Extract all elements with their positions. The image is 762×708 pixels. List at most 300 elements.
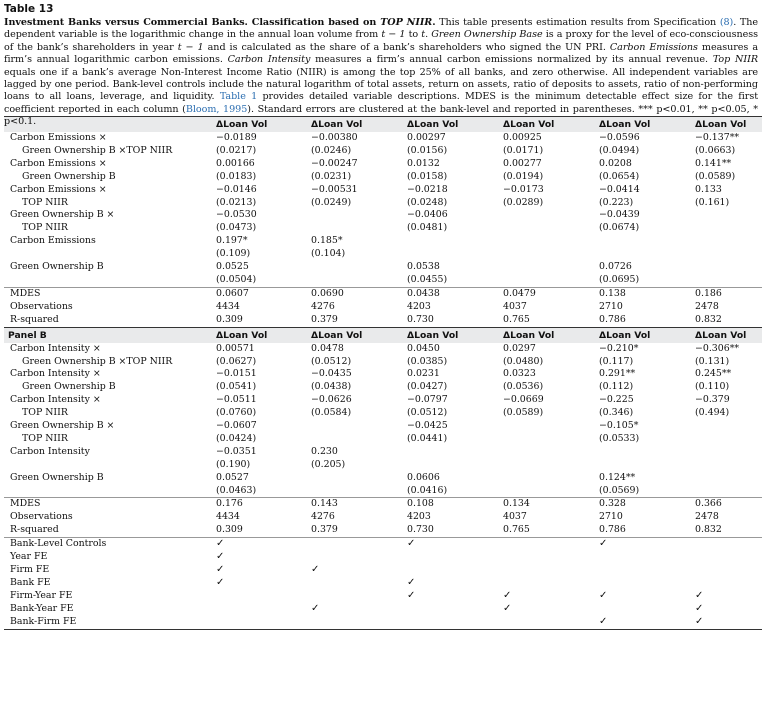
check-mark	[311, 590, 407, 603]
standard-error: (0.131)	[695, 355, 730, 367]
check-mark: ✓	[311, 602, 320, 614]
stat-value: 0.143	[311, 498, 407, 511]
variable-label: Carbon Intensity	[10, 445, 90, 457]
column-header: ΔLoan Vol	[695, 117, 762, 133]
check-mark	[503, 616, 599, 629]
standard-error	[503, 433, 599, 446]
check-mark	[503, 577, 599, 590]
se-row	[4, 222, 762, 235]
caption-title-italic: TOP NIIR	[380, 17, 433, 28]
bloom-link[interactable]: Bloom, 1995	[185, 103, 248, 115]
standard-error: (0.117)	[599, 355, 634, 367]
standard-error: (0.0249)	[311, 196, 352, 208]
standard-error: (0.0654)	[599, 170, 640, 182]
standard-error: (0.0455)	[407, 273, 448, 285]
coefficient	[695, 446, 762, 459]
standard-error: (0.0541)	[216, 381, 257, 393]
panel-label: Panel B	[4, 327, 216, 343]
coefficient: 0.230	[311, 445, 338, 457]
caption-text: measures a firm’s annual logarithmic carbon emissions.	[4, 41, 758, 66]
column-header: ΔLoan Vol	[311, 117, 407, 133]
standard-error	[695, 433, 762, 446]
column-header: ΔLoan Vol	[695, 327, 762, 343]
coefficient	[695, 472, 762, 485]
check-mark	[407, 616, 503, 629]
standard-error: (0.0663)	[695, 144, 736, 156]
standard-error	[599, 248, 695, 261]
coefficient: −0.225	[599, 394, 634, 406]
control-label: Bank-Year FE	[10, 602, 74, 614]
stat-value: 2478	[695, 511, 719, 523]
coefficient: 0.291**	[599, 368, 636, 380]
coefficient: −0.0146	[216, 183, 257, 195]
stat-value: 4434	[216, 300, 240, 312]
coefficient: 0.133	[695, 183, 722, 195]
check-mark	[599, 603, 695, 616]
stat-row	[4, 301, 762, 314]
coefficient: 0.124**	[599, 471, 636, 483]
coefficient: −0.0151	[216, 368, 257, 380]
check-mark	[311, 538, 407, 551]
stat-value: 0.730	[407, 524, 434, 536]
column-header-row	[4, 327, 762, 343]
coefficient: −0.00380	[311, 132, 358, 143]
coefficient: −0.0439	[599, 209, 640, 221]
standard-error: (0.112)	[599, 381, 634, 393]
coefficient: 0.0726	[599, 261, 632, 273]
control-label: Bank-Firm FE	[4, 616, 216, 629]
check-mark: ✓	[216, 551, 225, 563]
standard-error: (0.0627)	[216, 355, 257, 367]
check-mark	[216, 616, 311, 629]
caption-text: .	[425, 29, 432, 41]
standard-error: (0.0584)	[311, 407, 352, 419]
check-mark	[407, 564, 503, 577]
coef-row	[4, 420, 762, 433]
caption-title: Investment Banks versus Commercial Banks. Classification based on	[4, 17, 381, 28]
standard-error	[503, 248, 599, 261]
coefficient: 0.00925	[503, 132, 542, 143]
standard-error: (0.0158)	[407, 170, 448, 182]
standard-error: (0.0512)	[407, 407, 448, 419]
coefficient	[503, 446, 599, 459]
standard-error: (0.0695)	[599, 273, 640, 285]
column-header: ΔLoan Vol	[503, 117, 599, 133]
check-mark: ✓	[503, 602, 512, 614]
caption-math: t − 1	[381, 29, 406, 41]
coef-row	[4, 158, 762, 171]
variable-label-cont: TOP NIIR	[22, 196, 68, 208]
coefficient: 0.0231	[407, 368, 440, 380]
caption-italic: Carbon Emissions	[609, 41, 698, 53]
variable-label: Green Ownership B ×	[10, 209, 115, 221]
variable-label: Carbon Emissions ×	[10, 157, 107, 169]
coefficient	[311, 209, 407, 222]
se-row	[4, 381, 762, 394]
check-mark	[311, 551, 407, 564]
standard-error: (0.161)	[695, 196, 730, 208]
caption-italic: Green Ownership Base	[431, 29, 543, 41]
standard-error: (0.205)	[311, 458, 346, 470]
coefficient	[407, 446, 503, 459]
coefficient: 0.0478	[311, 342, 344, 354]
stat-value: 0.786	[599, 313, 626, 325]
coefficient: 0.0527	[216, 471, 249, 483]
variable-label-cont	[4, 274, 216, 287]
coefficient: −0.0607	[216, 420, 257, 432]
coefficient: −0.0351	[216, 445, 257, 457]
coef-row	[4, 394, 762, 407]
variable-label-cont: Green Ownership B ×TOP NIIR	[22, 144, 173, 156]
se-row	[4, 274, 762, 287]
variable-label-cont	[4, 248, 216, 261]
stat-value: 0.176	[216, 498, 311, 511]
control-label: Year FE	[10, 551, 48, 563]
stat-value: 2710	[599, 300, 623, 312]
stat-value: 4203	[407, 300, 431, 312]
column-header: ΔLoan Vol	[407, 327, 503, 343]
table1-link[interactable]: Table 1	[219, 91, 258, 103]
caption-text: measures a firm’s annual carbon emissions normalized by its annual revenue.	[310, 54, 713, 66]
coefficient: −0.0414	[599, 183, 640, 195]
stat-label: Observations	[10, 300, 73, 312]
standard-error: (0.0231)	[311, 170, 352, 182]
caption-text: . The dependent variable is the logarithmic change in the annual loan volume from	[4, 17, 758, 41]
standard-error: (0.0441)	[407, 432, 448, 444]
stat-value: 0.765	[503, 313, 530, 325]
control-row	[4, 564, 762, 577]
coef-row	[4, 184, 762, 197]
control-row	[4, 551, 762, 564]
standard-error	[311, 433, 407, 446]
coefficient: −0.0596	[599, 132, 640, 143]
se-row	[4, 433, 762, 446]
caption-text: provides detailed variable descriptions. MDES is the minimum detectable effect size for the first coefficient reported in each column (	[4, 91, 758, 115]
coef-row	[4, 446, 762, 459]
stat-value: 0.379	[311, 313, 338, 325]
se-row	[4, 485, 762, 498]
stat-value: 0.832	[695, 313, 722, 325]
check-mark: ✓	[216, 564, 225, 575]
coefficient	[503, 420, 599, 433]
stat-value: 0.0438	[407, 287, 503, 300]
coefficient	[503, 209, 599, 222]
coefficient: −0.00531	[311, 183, 358, 195]
coefficient: 0.245**	[695, 368, 732, 380]
caption-italic: Top NIIR	[712, 54, 758, 66]
check-mark	[216, 603, 311, 616]
variable-label-cont: TOP NIIR	[22, 407, 68, 419]
coefficient: 0.00297	[407, 132, 446, 143]
check-mark: ✓	[599, 589, 608, 601]
coef-row	[4, 235, 762, 248]
check-mark: ✓	[503, 589, 512, 601]
se-row	[4, 356, 762, 369]
column-header: ΔLoan Vol	[216, 117, 311, 133]
coef-row	[4, 343, 762, 356]
control-label: Bank-Level Controls	[4, 538, 216, 551]
standard-error	[503, 459, 599, 472]
check-mark: ✓	[407, 538, 503, 551]
variable-label-cont: Green Ownership B ×TOP NIIR	[22, 355, 173, 367]
stat-value: 0.0690	[311, 287, 407, 300]
standard-error: (0.0760)	[216, 407, 257, 419]
stat-value: 0.134	[503, 498, 599, 511]
caption-title-end: .	[432, 17, 436, 28]
check-mark	[695, 538, 762, 551]
table-label: Table 13	[4, 3, 54, 15]
standard-error: (0.0246)	[311, 144, 352, 156]
check-mark: ✓	[695, 616, 762, 629]
standard-error: (0.0183)	[216, 170, 257, 182]
caption-text: is a proxy for the level of eco-consciousness of the bank’s shareholders in year	[4, 29, 758, 53]
results-table	[4, 116, 762, 630]
standard-error	[599, 459, 695, 472]
standard-error	[503, 222, 599, 235]
variable-label: Carbon Emissions ×	[10, 183, 107, 195]
coefficient: −0.105*	[599, 420, 639, 432]
stat-value: 4037	[503, 300, 527, 312]
column-header: ΔLoan Vol	[599, 117, 695, 133]
stat-row	[4, 511, 762, 524]
coefficient: −0.0173	[503, 183, 544, 195]
standard-error: (0.0424)	[216, 432, 257, 444]
standard-error: (0.0494)	[599, 144, 640, 156]
stat-value: 0.0479	[503, 287, 599, 300]
control-row	[4, 538, 762, 551]
standard-error	[407, 248, 503, 261]
coef-row	[4, 261, 762, 274]
check-mark: ✓	[695, 589, 704, 601]
coefficient: 0.00166	[216, 157, 255, 169]
coefficient: 0.0525	[216, 261, 249, 273]
control-row	[4, 590, 762, 603]
standard-error: (0.0473)	[216, 222, 257, 234]
stat-value: 0.309	[216, 524, 243, 536]
variable-label: Green Ownership B	[10, 261, 104, 273]
variable-label-cont: Green Ownership B	[22, 170, 116, 182]
coefficient	[695, 420, 762, 433]
coefficient	[695, 235, 762, 248]
coefficient	[695, 261, 762, 274]
standard-error	[695, 248, 762, 261]
stat-value: 0.366	[695, 498, 762, 511]
se-row	[4, 171, 762, 184]
standard-error	[407, 459, 503, 472]
standard-error: (0.0385)	[407, 355, 448, 367]
caption-math: t − 1	[177, 41, 204, 53]
stat-value: 0.328	[599, 498, 695, 511]
standard-error: (0.109)	[216, 248, 251, 260]
coefficient: 0.0208	[599, 157, 632, 169]
column-header-row	[4, 117, 762, 133]
standard-error: (0.0589)	[695, 170, 736, 182]
stat-value: 0.765	[503, 524, 530, 536]
coefficient: −0.0530	[216, 209, 257, 221]
standard-error: (0.0481)	[407, 222, 448, 234]
check-mark	[503, 538, 599, 551]
coefficient: −0.306**	[695, 342, 740, 354]
caption-text: This table presents estimation results from Specification	[435, 17, 720, 28]
variable-label: Carbon Emissions ×	[10, 132, 107, 143]
standard-error: (0.0213)	[216, 196, 257, 208]
column-header: ΔLoan Vol	[311, 327, 407, 343]
stat-row	[4, 314, 762, 327]
column-header: ΔLoan Vol	[599, 327, 695, 343]
variable-label: Carbon Intensity ×	[10, 368, 101, 380]
stat-value: 0.108	[407, 498, 503, 511]
coefficient: −0.00247	[311, 157, 358, 169]
check-mark	[311, 577, 407, 590]
check-mark: ✓	[695, 602, 704, 614]
coefficient: 0.0323	[503, 368, 536, 380]
se-row	[4, 197, 762, 210]
control-label: Firm-Year FE	[10, 589, 73, 601]
coefficient	[599, 446, 695, 459]
se-row	[4, 459, 762, 472]
coefficient: 0.0297	[503, 342, 536, 354]
stat-row	[4, 524, 762, 537]
variable-label-cont: TOP NIIR	[22, 432, 68, 444]
stat-label: R-squared	[10, 524, 59, 536]
coefficient: −0.0511	[216, 394, 257, 406]
standard-error: (0.0536)	[503, 381, 544, 393]
check-mark	[695, 564, 762, 577]
check-mark: ✓	[216, 576, 225, 588]
standard-error: (0.494)	[695, 407, 730, 419]
standard-error: (0.110)	[695, 381, 730, 393]
coefficient: 0.0132	[407, 157, 440, 169]
table-page	[4, 3, 758, 630]
check-mark	[503, 551, 599, 564]
coefficient: 0.00571	[216, 342, 255, 354]
standard-error: (0.346)	[599, 407, 634, 419]
coefficient: −0.210*	[599, 342, 639, 354]
caption-math: t	[421, 29, 426, 41]
caption-italic: Carbon Intensity	[227, 54, 311, 66]
stat-value: 4203	[407, 511, 431, 523]
standard-error	[695, 222, 762, 235]
coefficient: 0.0538	[407, 261, 440, 273]
standard-error: (0.0533)	[599, 432, 640, 444]
standard-error: (0.0569)	[599, 484, 640, 496]
coef-row	[4, 209, 762, 222]
standard-error: (0.0504)	[216, 273, 257, 285]
standard-error: (0.0512)	[311, 355, 352, 367]
variable-label-cont	[4, 459, 216, 472]
coefficient	[311, 472, 407, 485]
control-row	[4, 577, 762, 590]
coef-row	[4, 368, 762, 381]
coefficient: −0.0435	[311, 368, 352, 380]
check-mark	[503, 564, 599, 577]
check-mark	[599, 577, 695, 590]
coefficient: 0.0450	[407, 342, 440, 354]
caption-text: equals one if a bank’s average Non-Interest Income Ratio (NIIR) is among the top 25% of all banks, and zero otherwise. All independent variables are lagged by one period. Bank-level controls include the natural logarithm of total assets, return on assets, ratio of deposits to assets, ratio of non-performing loans to all loans, leverage, and liquidity.	[4, 66, 758, 103]
variable-label: Carbon Emissions	[10, 235, 96, 247]
stat-value: 0.786	[599, 524, 626, 536]
check-mark	[407, 603, 503, 616]
variable-label: Green Ownership B	[10, 471, 104, 483]
coefficient	[503, 261, 599, 274]
stat-value: 2478	[695, 300, 719, 312]
coefficient: −0.0797	[407, 394, 448, 406]
check-mark: ✓	[216, 538, 311, 551]
column-header: ΔLoan Vol	[503, 327, 599, 343]
standard-error: (0.0217)	[216, 144, 257, 156]
stat-value: 0.138	[599, 287, 695, 300]
stat-value: 4434	[216, 511, 240, 523]
check-mark: ✓	[599, 538, 695, 551]
standard-error: (0.104)	[311, 248, 346, 260]
variable-label-cont: TOP NIIR	[22, 222, 68, 234]
standard-error: (0.0248)	[407, 196, 448, 208]
check-mark	[216, 590, 311, 603]
stat-value: 2710	[599, 511, 623, 523]
coefficient: 0.185*	[311, 235, 343, 247]
stat-value: 0.309	[216, 313, 243, 325]
coefficient: 0.197*	[216, 235, 248, 247]
variable-label-cont: Green Ownership B	[22, 381, 116, 393]
coef-row	[4, 132, 762, 145]
coefficient: 0.0606	[407, 471, 440, 483]
standard-error: (0.0480)	[503, 355, 544, 367]
coefficient	[407, 235, 503, 248]
stat-label: MDES	[4, 498, 216, 511]
coefficient: −0.0425	[407, 420, 448, 432]
standard-error: (0.223)	[599, 196, 634, 208]
standard-error	[503, 274, 599, 287]
coefficient	[503, 472, 599, 485]
standard-error	[311, 222, 407, 235]
check-mark: ✓	[407, 589, 416, 601]
spec-link[interactable]: (8)	[719, 17, 734, 28]
variable-label: Green Ownership B ×	[10, 420, 115, 432]
standard-error	[695, 485, 762, 498]
check-mark	[407, 551, 503, 564]
coefficient: −0.137**	[695, 132, 740, 143]
control-row	[4, 616, 762, 629]
coefficient: −0.0669	[503, 394, 544, 406]
variable-label: Carbon Intensity ×	[10, 394, 101, 406]
stat-value: 0.0607	[216, 287, 311, 300]
coefficient: −0.0626	[311, 394, 352, 406]
standard-error: (0.0589)	[503, 407, 544, 419]
check-mark	[695, 551, 762, 564]
coefficient: −0.0189	[216, 132, 257, 143]
control-label: Bank FE	[10, 576, 51, 588]
stat-row	[4, 287, 762, 300]
standard-error: (0.0438)	[311, 381, 352, 393]
check-mark	[599, 564, 695, 577]
column-header: ΔLoan Vol	[216, 327, 311, 343]
stat-value: 4276	[311, 300, 335, 312]
stat-value: 4276	[311, 511, 335, 523]
standard-error: (0.0156)	[407, 144, 448, 156]
caption-text: to	[405, 29, 422, 41]
standard-error: (0.0171)	[503, 144, 544, 156]
check-mark: ✓	[599, 616, 695, 629]
standard-error: (0.0427)	[407, 381, 448, 393]
coefficient	[311, 261, 407, 274]
variable-label-cont	[4, 485, 216, 498]
column-header: ΔLoan Vol	[407, 117, 503, 133]
stat-label: Observations	[10, 511, 73, 523]
check-mark	[311, 616, 407, 629]
stat-label: R-squared	[10, 313, 59, 325]
standard-error: (0.0416)	[407, 484, 448, 496]
stat-value: 0.730	[407, 313, 434, 325]
